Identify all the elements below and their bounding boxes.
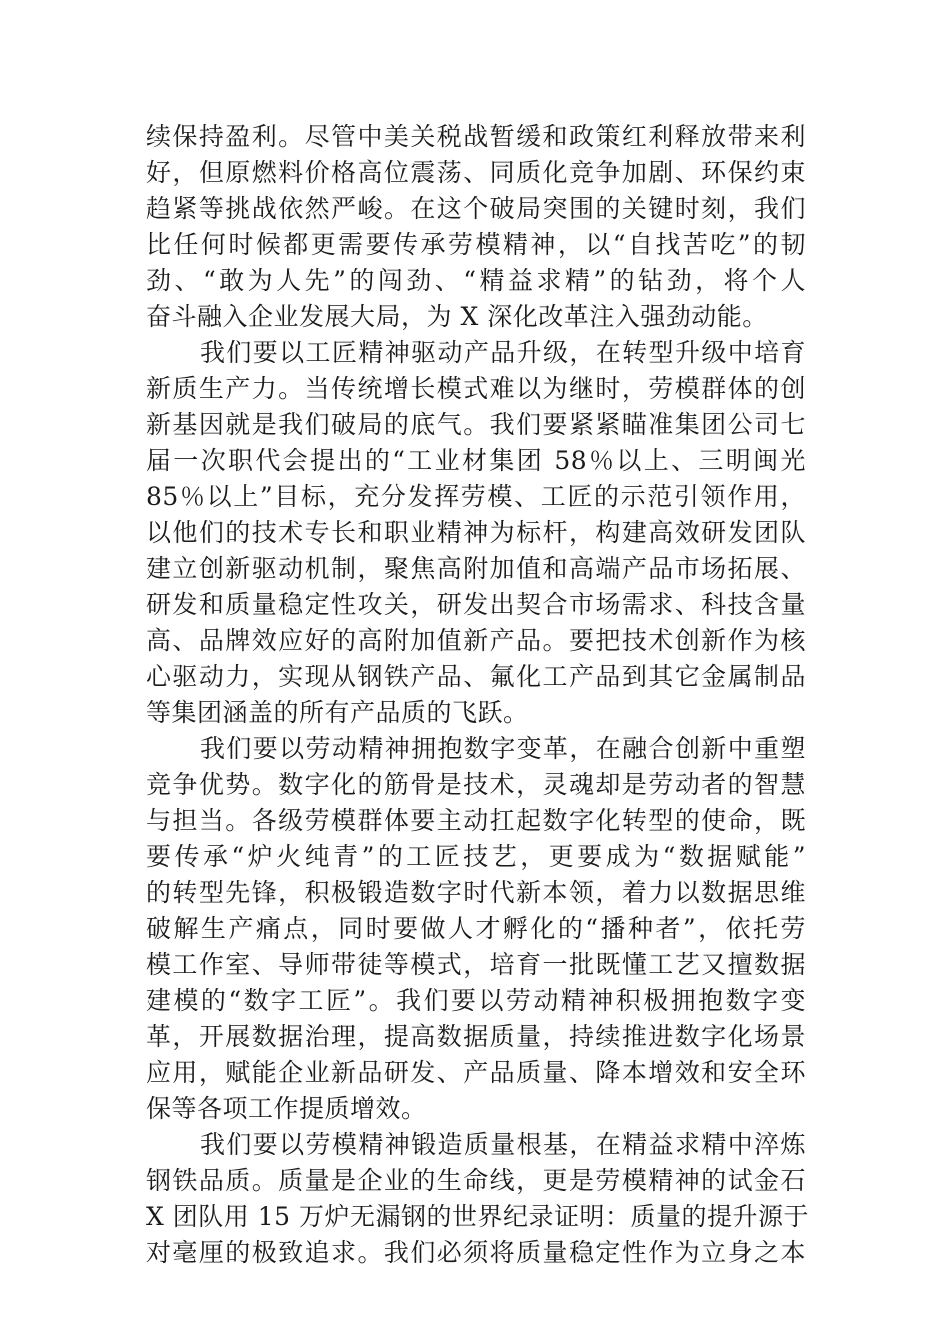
text-line: 建立创新驱动机制，聚焦高附加值和高端产品市场拓展、 [146, 554, 806, 583]
paragraph [146, 731, 806, 1127]
text-line: 应用，赋能企业新品研发、产品质量、降本增效和安全环 [146, 1058, 806, 1087]
text-line: 高、品牌效应好的高附加值新产品。要把技术创新作为核 [146, 626, 806, 655]
text-line: 钢铁品质。质量是企业的生命线，更是劳模精神的试金石 [146, 1166, 806, 1195]
text-line: 我们要以工匠精神驱动产品升级，在转型升级中培育 [200, 338, 806, 367]
text-line: 建模的“数字工匠”。我们要以劳动精神积极拥抱数字变 [146, 986, 806, 1015]
text-line: 保等各项工作提质增效。 [146, 1094, 427, 1123]
paragraph [146, 335, 806, 731]
text-line: 届一次职代会提出的“工业材集团 58％以上、三明闽光 [146, 446, 806, 475]
text-line: 新质生产力。当传统增长模式难以为继时，劳模群体的创 [146, 374, 806, 403]
text-line: 好，但原燃料价格高位震荡、同质化竞争加剧、环保约束 [146, 158, 806, 187]
text-line: 与担当。各级劳模群体要主动扛起数字化转型的使命，既 [146, 806, 806, 835]
paragraph [146, 119, 806, 335]
text-line: X 团队用 15 万炉无漏钢的世界纪录证明：质量的提升源于 [146, 1202, 809, 1231]
text-line: 比任何时候都更需要传承劳模精神，以“自找苦吃”的韧 [146, 230, 806, 259]
text-line: 模工作室、导师带徒等模式，培育一批既懂工艺又擅数据 [146, 950, 806, 979]
text-line: 趋紧等挑战依然严峻。在这个破局突围的关键时刻，我们 [146, 194, 806, 223]
text-line: 我们要以劳模精神锻造质量根基，在精益求精中淬炼 [200, 1130, 806, 1159]
text-line: 的转型先锋，积极锻造数字时代新本领，着力以数据思维 [146, 878, 806, 907]
text-line: 奋斗融入企业发展大局，为 X 深化改革注入强劲动能。 [146, 302, 768, 331]
text-line: 破解生产痛点，同时要做人才孵化的“播种者”，依托劳 [146, 914, 806, 943]
text-line: 等集团涵盖的所有产品质的飞跃。 [146, 698, 529, 727]
text-line: 革，开展数据治理，提高数据质量，持续推进数字化场景 [146, 1022, 806, 1051]
text-line: 心驱动力，实现从钢铁产品、氟化工产品到其它金属制品 [146, 662, 806, 691]
paragraph [146, 1127, 809, 1271]
document-body [146, 119, 809, 1271]
text-line: 对毫厘的极致追求。我们必须将质量稳定性作为立身之本 [146, 1238, 806, 1267]
text-line: 竞争优势。数字化的筋骨是技术，灵魂却是劳动者的智慧 [146, 770, 806, 799]
text-line: 85％以上”目标，充分发挥劳模、工匠的示范引领作用， [146, 482, 806, 511]
text-line: 研发和质量稳定性攻关，研发出契合市场需求、科技含量 [146, 590, 806, 619]
text-line: 以他们的技术专长和职业精神为标杆，构建高效研发团队 [146, 518, 806, 547]
text-line: 新基因就是我们破局的底气。我们要紧紧瞄准集团公司七 [146, 410, 806, 439]
text-line: 劲、“敢为人先”的闯劲、“精益求精”的钻劲，将个人 [146, 266, 806, 295]
text-line: 续保持盈利。尽管中美关税战暂缓和政策红利释放带来利 [146, 122, 806, 151]
text-line: 我们要以劳动精神拥抱数字变革，在融合创新中重塑 [200, 734, 806, 763]
text-line: 要传承“炉火纯青”的工匠技艺，更要成为“数据赋能” [146, 842, 806, 871]
